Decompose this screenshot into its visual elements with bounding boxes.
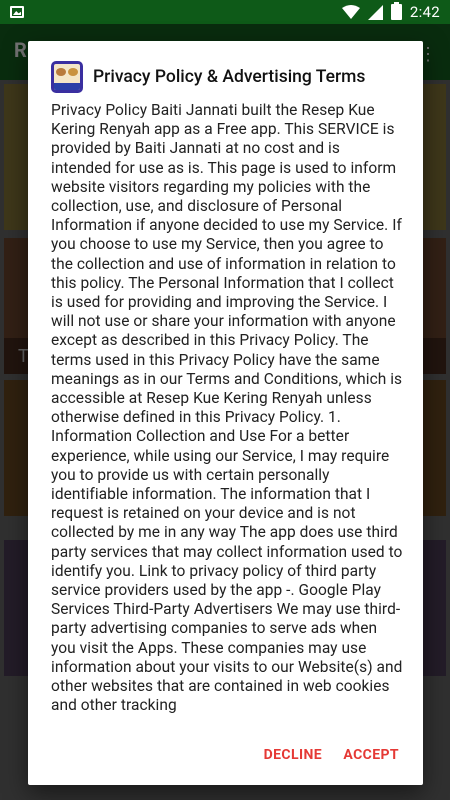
signal-icon bbox=[368, 5, 383, 20]
privacy-dialog bbox=[28, 41, 423, 785]
status-time: 2:42 bbox=[409, 3, 440, 21]
dialog-title: Privacy Policy & Advertising Terms bbox=[93, 67, 366, 87]
decline-button[interactable]: DECLINE bbox=[263, 747, 322, 763]
battery-charging-icon bbox=[391, 4, 402, 20]
image-icon bbox=[10, 6, 24, 18]
dialog-actions bbox=[28, 725, 423, 785]
status-bar bbox=[0, 0, 450, 24]
app-icon bbox=[51, 61, 83, 93]
dialog-body-text[interactable]: Privacy Policy Baiti Jannati built the Resep Kue Kering Renyah app as a Free app. This SERVICE is provided by Baiti Jannati at no cost and is intended for use as is. This page is used to inform website visitors regarding my policies with the collection, use, and disclosure of Personal Information if anyone decided to use my Service. If you choose to use my Service, then you agree to the collection and use of information in relation to this policy. The Personal Information that I collect is used for providing and improving the Service. I will not use or share your information with anyone except as described in this Privacy Policy. The terms used in this Privacy Policy have the same meanings as in our Terms and Conditions, which is accessible at Resep Kue Kering Renyah unless otherwise defined in this Privacy Policy. 1. Information Collection and Use For a better experience, while using our Service, I may require you to provide us with certain personally identifiable information. The information that I request is retained on your device and is not collected by me in any way The app does use third party services that may collect information used to identify you. Link to privacy policy of third party service providers used by the app -. Google Play Services Third-Party Advertisers We may use third-party advertising companies to serve ads when you visit the Apps. These companies may use information about your visits to our Website(s) and other websites that are contained in web cookies and other tracking bbox=[51, 101, 403, 715]
wifi-icon bbox=[342, 5, 360, 19]
dialog-header bbox=[51, 61, 407, 93]
accept-button[interactable]: ACCEPT bbox=[343, 747, 399, 763]
